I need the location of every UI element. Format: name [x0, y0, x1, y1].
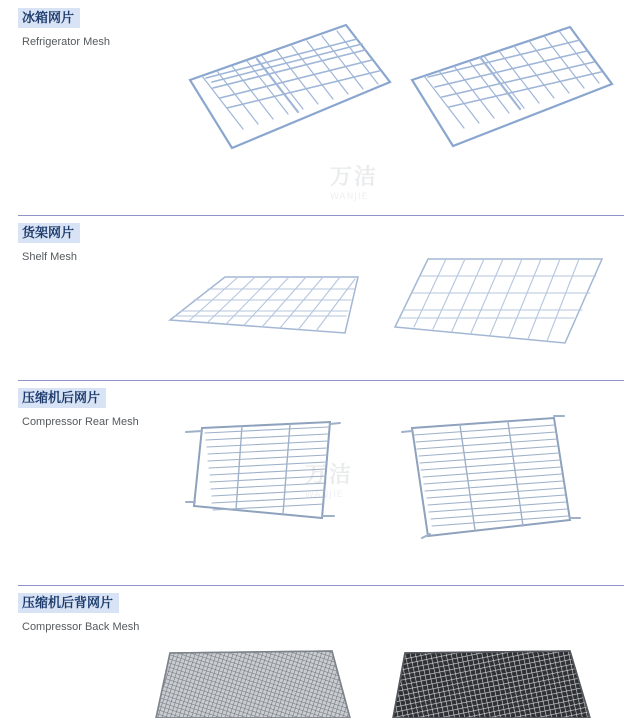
- section-label-cn: 冰箱网片: [18, 8, 80, 28]
- compressor-back-mesh-illustration: [150, 585, 642, 718]
- section-refrigerator-mesh: [0, 0, 642, 215]
- section-illustrations: [150, 215, 642, 380]
- section-compressor-rear-mesh: [0, 380, 642, 585]
- watermark-sub: WANJIE: [330, 192, 369, 202]
- section-compressor-back-mesh: [0, 585, 642, 718]
- watermark-sub: WANJIE: [305, 490, 344, 500]
- section-illustrations: [150, 0, 642, 215]
- refrigerator-mesh-illustration: [150, 0, 642, 215]
- section-label-block: [18, 388, 158, 429]
- dense-mesh-plate-dark: [393, 651, 590, 718]
- section-label-en: Compressor Rear Mesh: [22, 416, 139, 428]
- section-shelf-mesh: [0, 215, 642, 380]
- section-label-cn: 压缩机后网片: [18, 388, 106, 408]
- shelf-mesh-illustration: [150, 215, 642, 380]
- section-label-en: Compressor Back Mesh: [22, 621, 140, 633]
- compressor-rear-mesh-illustration: [150, 380, 642, 585]
- section-label-block: [18, 223, 158, 264]
- watermark-text: 万洁: [305, 463, 354, 488]
- section-illustrations: [150, 380, 642, 585]
- dense-mesh-plate-light: [156, 651, 350, 718]
- section-label-cn: 压缩机后背网片: [18, 593, 119, 613]
- section-label-block: [18, 8, 158, 49]
- watermark-text: 万洁: [330, 165, 379, 190]
- section-label-cn: 货架网片: [18, 223, 80, 243]
- section-label-en: Shelf Mesh: [22, 251, 78, 263]
- section-label-en: Refrigerator Mesh: [22, 36, 111, 48]
- section-illustrations: [150, 585, 642, 718]
- section-label-block: [18, 593, 158, 634]
